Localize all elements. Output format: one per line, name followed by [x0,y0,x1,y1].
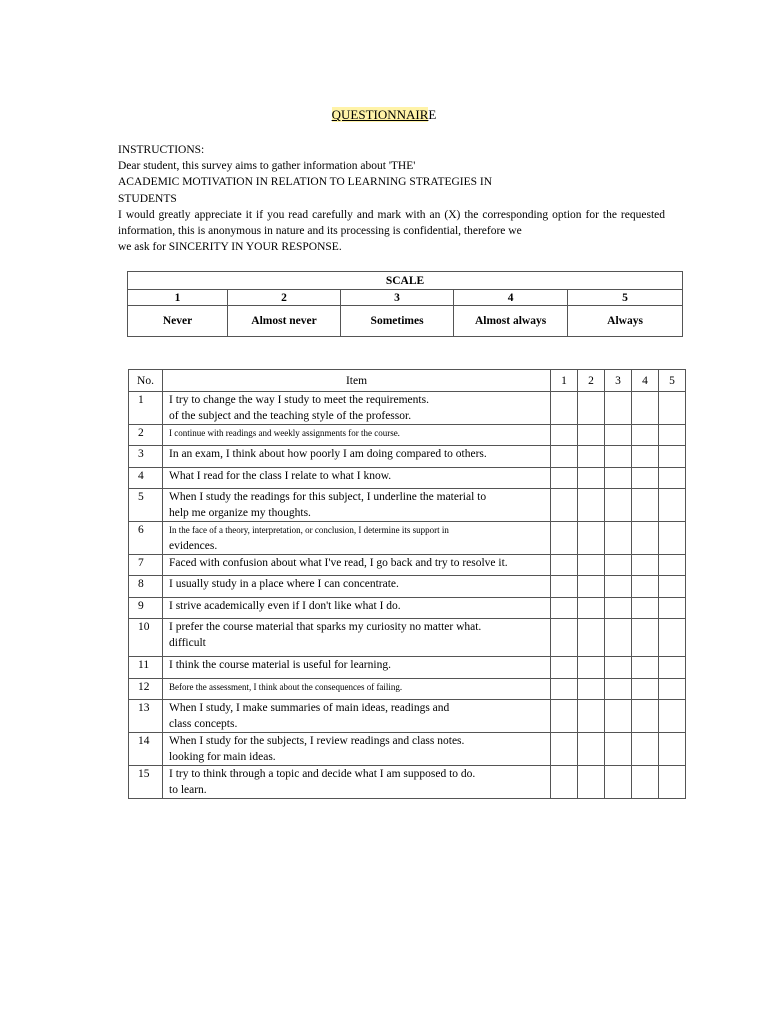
item-number: 9 [129,598,163,619]
answer-cell-4[interactable] [632,522,659,555]
answer-cell-2[interactable] [578,679,605,700]
item-number: 2 [129,425,163,446]
answer-cell-5[interactable] [659,679,686,700]
table-row [129,733,686,766]
item-text [163,598,551,619]
item-text-line-1: I try to change the way I study to meet the requirements. [169,394,429,406]
answer-cell-2[interactable] [578,522,605,555]
answer-cell-4[interactable] [632,555,659,576]
item-text-line-1: When I study, I make summaries of main ideas, readings and [169,702,450,714]
item-text-line-1: What I read for the class I relate to what I know. [169,470,392,482]
answer-cell-1[interactable] [551,679,578,700]
answer-cell-2[interactable] [578,555,605,576]
answer-cell-3[interactable] [605,598,632,619]
scale-header: SCALE [128,272,683,290]
answer-cell-5[interactable] [659,619,686,657]
scale-label: Always [568,306,683,337]
answer-cell-1[interactable] [551,522,578,555]
scale-label: Almost always [454,306,568,337]
answer-cell-4[interactable] [632,576,659,598]
answer-cell-4[interactable] [632,733,659,766]
answer-cell-4[interactable] [632,657,659,679]
item-text [163,489,551,522]
header-item: Item [163,370,551,392]
scale-number: 3 [340,290,453,306]
table-row [129,522,686,555]
table-row [129,576,686,598]
answer-cell-2[interactable] [578,657,605,679]
answer-cell-1[interactable] [551,468,578,489]
item-number: 15 [129,766,163,799]
item-text [163,619,551,657]
answer-cell-1[interactable] [551,619,578,657]
item-text-line-2: to learn. [169,783,207,796]
table-row [129,766,686,799]
answer-cell-3[interactable] [605,489,632,522]
item-text [163,576,551,598]
item-number: 7 [129,555,163,576]
item-text-line-2: of the subject and the teaching style of the professor. [169,409,412,422]
item-text [163,392,551,425]
item-text [163,468,551,489]
scale-number: 4 [454,290,568,306]
item-number: 11 [129,657,163,679]
answer-cell-5[interactable] [659,766,686,799]
item-text-line-1: I think the course material is useful for learning. [169,659,391,671]
answer-cell-3[interactable] [605,576,632,598]
answer-cell-5[interactable] [659,700,686,733]
item-number: 3 [129,446,163,468]
item-text-line-1: When I study for the subjects, I review readings and class notes. [169,735,465,747]
table-row [129,392,686,425]
table-row [129,619,686,657]
table-row [129,425,686,446]
table-row [129,555,686,576]
answer-cell-1[interactable] [551,576,578,598]
scale-label: Almost never [228,306,341,337]
answer-cell-2[interactable] [578,576,605,598]
table-row [129,468,686,489]
item-text [163,555,551,576]
answer-cell-3[interactable] [605,679,632,700]
title-highlighted: QUESTIONNAIR [331,107,429,122]
page-title [0,107,768,123]
answer-cell-5[interactable] [659,446,686,468]
item-text [163,522,551,555]
answer-cell-5[interactable] [659,425,686,446]
answer-cell-4[interactable] [632,679,659,700]
item-text-line-2: help me organize my thoughts. [169,506,311,519]
answer-cell-3[interactable] [605,425,632,446]
item-text-line-1: Faced with confusion about what I've read, I go back and try to resolve it. [169,557,508,569]
items-table [128,369,686,799]
scale-label: Never [128,306,228,337]
answer-cell-1[interactable] [551,489,578,522]
answer-cell-2[interactable] [578,392,605,425]
item-text-line-1: I prefer the course material that sparks my curiosity no matter what. [169,621,482,633]
item-text [163,425,551,446]
item-text [163,679,551,700]
answer-cell-5[interactable] [659,392,686,425]
answer-cell-1[interactable] [551,700,578,733]
item-text-line-2: class concepts. [169,717,238,730]
header-col-5: 5 [659,370,686,392]
table-row [129,700,686,733]
item-text-line-1: In the face of a theory, interpretation, or conclusion, I determine its support in [169,525,449,535]
answer-cell-1[interactable] [551,446,578,468]
answer-cell-3[interactable] [605,522,632,555]
scale-number: 5 [568,290,683,306]
answer-cell-3[interactable] [605,446,632,468]
answer-cell-3[interactable] [605,733,632,766]
item-text-line-2: difficult [169,636,206,649]
answer-cell-3[interactable] [605,468,632,489]
answer-cell-2[interactable] [578,766,605,799]
instructions-block [118,142,665,255]
answer-cell-4[interactable] [632,425,659,446]
answer-cell-2[interactable] [578,425,605,446]
answer-cell-1[interactable] [551,598,578,619]
item-number: 8 [129,576,163,598]
scale-label: Sometimes [340,306,453,337]
answer-cell-1[interactable] [551,766,578,799]
answer-cell-5[interactable] [659,522,686,555]
table-row [129,679,686,700]
answer-cell-5[interactable] [659,555,686,576]
answer-cell-4[interactable] [632,392,659,425]
answer-cell-4[interactable] [632,446,659,468]
answer-cell-3[interactable] [605,555,632,576]
table-row [129,446,686,468]
item-text-line-1: I usually study in a place where I can concentrate. [169,578,399,590]
item-number: 5 [129,489,163,522]
instructions-paragraph: I would greatly appreciate it if you read carefully and mark with an (X) the corresponding option for the requested information, this is anonymous in nature and its processing is confidential, therefore we [118,208,665,238]
item-text [163,657,551,679]
instructions-line-1: Dear student, this survey aims to gather information about 'THE' [118,160,416,173]
answer-cell-1[interactable] [551,555,578,576]
answer-cell-3[interactable] [605,766,632,799]
instructions-last-line: we ask for SINCERITY IN YOUR RESPONSE. [118,241,342,254]
title-tail: E [428,107,437,122]
answer-cell-2[interactable] [578,446,605,468]
answer-cell-5[interactable] [659,733,686,766]
item-number: 13 [129,700,163,733]
answer-cell-5[interactable] [659,657,686,679]
answer-cell-2[interactable] [578,619,605,657]
item-text-line-1: I continue with readings and weekly assignments for the course. [169,428,400,438]
item-number: 12 [129,679,163,700]
item-text [163,766,551,799]
item-number: 1 [129,392,163,425]
answer-cell-1[interactable] [551,425,578,446]
item-text-line-1: I try to think through a topic and decide what I am supposed to do. [169,768,476,780]
header-col-3: 3 [605,370,632,392]
answer-cell-5[interactable] [659,598,686,619]
answer-cell-2[interactable] [578,468,605,489]
header-col-2: 2 [578,370,605,392]
item-text-line-1: Before the assessment, I think about the consequences of failing. [169,682,403,692]
item-text-line-2: looking for main ideas. [169,750,276,763]
item-text [163,446,551,468]
item-number: 6 [129,522,163,555]
header-col-1: 1 [551,370,578,392]
answer-cell-5[interactable] [659,489,686,522]
answer-cell-1[interactable] [551,733,578,766]
answer-cell-5[interactable] [659,576,686,598]
answer-cell-4[interactable] [632,766,659,799]
scale-number: 1 [128,290,228,306]
item-number: 10 [129,619,163,657]
table-row [129,489,686,522]
answer-cell-3[interactable] [605,700,632,733]
instructions-heading: INSTRUCTIONS: [118,144,205,156]
table-row [129,598,686,619]
scale-number: 2 [228,290,341,306]
item-number: 14 [129,733,163,766]
answer-cell-4[interactable] [632,468,659,489]
item-text-line-1: When I study the readings for this subject, I underline the material to [169,491,487,503]
scale-table [127,271,683,337]
answer-cell-3[interactable] [605,619,632,657]
answer-cell-1[interactable] [551,657,578,679]
instructions-line-2: ACADEMIC MOTIVATION IN RELATION TO LEARNING STRATEGIES IN [118,176,493,189]
answer-cell-2[interactable] [578,733,605,766]
instructions-line-3: STUDENTS [118,192,177,205]
item-text [163,733,551,766]
item-number: 4 [129,468,163,489]
table-row [129,657,686,679]
answer-cell-1[interactable] [551,392,578,425]
answer-cell-2[interactable] [578,489,605,522]
answer-cell-4[interactable] [632,489,659,522]
answer-cell-3[interactable] [605,657,632,679]
item-text-line-1: In an exam, I think about how poorly I am doing compared to others. [169,448,487,460]
item-text [163,700,551,733]
header-no: No. [129,370,163,392]
answer-cell-2[interactable] [578,700,605,733]
answer-cell-4[interactable] [632,619,659,657]
item-text-line-1: I strive academically even if I don't like what I do. [169,600,401,612]
answer-cell-4[interactable] [632,700,659,733]
answer-cell-2[interactable] [578,598,605,619]
header-col-4: 4 [632,370,659,392]
answer-cell-3[interactable] [605,392,632,425]
answer-cell-5[interactable] [659,468,686,489]
item-text-line-2: evidences. [169,539,218,552]
answer-cell-4[interactable] [632,598,659,619]
